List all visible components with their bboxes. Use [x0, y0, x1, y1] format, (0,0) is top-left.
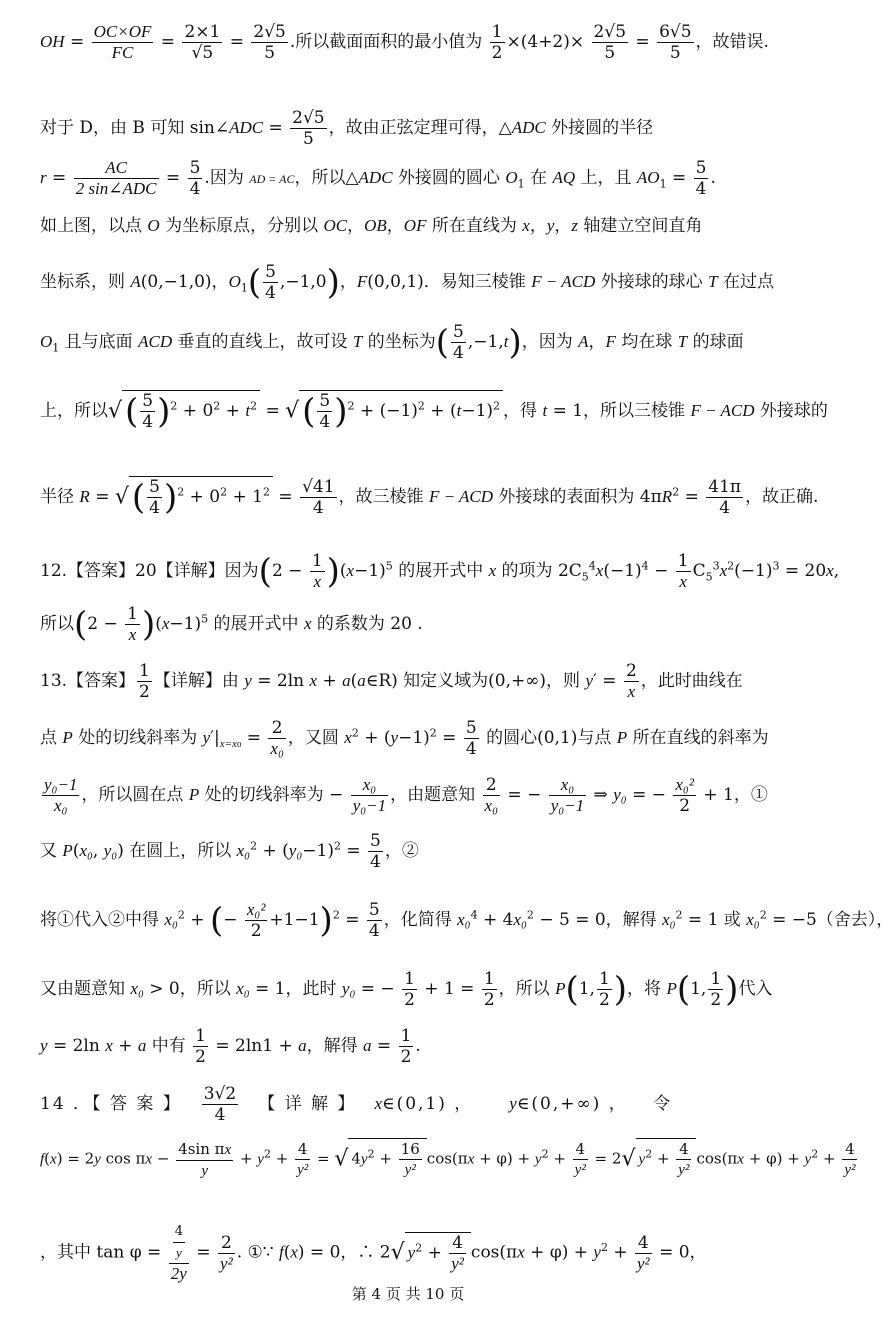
page-footer: 第 4 页 共 10 页: [351, 1285, 465, 1303]
text-line: 13.【答案】 $\frac{1}{2}$ 【详解】由 y = 2ln x + a(a∈R) 知定义域为(0,+∞)，则 y′ = $\frac{2}{x}$ ，此时曲线在: [40, 661, 743, 702]
text-line: 12.【答案】20【详解】因为(2 − $\frac{1}{x}$ )$(x-1)^5$ 的展开式中 x 的项为 $2C_5^4x(-1)^4$ − $\frac{1}{x}$ $C_5^3x^2(-1)^3 = 20x$,: [40, 551, 840, 592]
text-line: f(x) = 2y cos πx − $\frac{\text{4sin πx}}{y}$ + $y^2$ + $\frac{4}{\text{y²}}$ = √ $4y^2$ + $\frac{16}{\text{y²}}$ $\cos(\pi x + \varphi) + y^2$ + $\frac{4}{\text{y²}}$ = 2√ $y^2$ + $\frac{4}{\text{y²}}$ $\cos(\pi x + \varphi) + y^2$ + $\frac{4}{\text{y²}}$: [40, 1139, 856, 1179]
text-line: 上，所以√( $\frac{5}{4}$ )$^2 + 0^2 + t^2$ = √( $\frac{5}{4}$ )$^2 + (-1)^2 + (t-1)^2$ ，得 t = 1，所以三棱锥 F − ACD 外接球的: [40, 391, 828, 432]
text-line: 坐标系，则 A(0,−1,0)，$O_1$( $\frac{5}{4}$ ,−1,0)，F(0,0,1)．易知三棱锥 F − ACD 外接球的球心 T 在过点: [40, 262, 774, 303]
text-line: 对于 D，由 B 可知 sin∠ADC = $\frac{2√5}{5}$ ，故由正弦定理可得，△ADC 外接圆的半径: [40, 108, 654, 149]
text-line: $O_1$ 且与底面 ACD 垂直的直线上，故可设 T 的坐标为( $\frac{5}{4}$ ,−1,t)，因为 A，F 均在球 T 的球面: [40, 322, 744, 363]
text-line: OH = $\frac{OC\times OF}{FC}$ = $\frac{2\times 1}{√5}$ = $\frac{2√5}{5}$ .所以截面面积的最小值为 $\frac{1}{2}$ ×(4+2)× $\frac{2√5}{5}$ = $\frac{6√5}{5}$ ，故错误.: [40, 22, 769, 63]
text-line: y = 2ln x + a 中有 $\frac{1}{2}$ = 2ln1 + a，解得 a = $\frac{1}{2}$ .: [40, 1026, 421, 1067]
text-line: 将①代入②中得 x₀$^2$ + (− $\frac{\text{x₀²}}{2}$ +1−1)$^2$ = $\frac{5}{4}$ ，化简得 x₀$^4$ + 4x₀$^2$ − 5 = 0，解得 x₀$^2$ = 1 或 x₀$^2$ = −5（舍去），: [40, 900, 893, 941]
text-line: 半径 R = √( $\frac{5}{4}$ )$^2 + 0^2 + 1^2$ = $\frac{√41}{4}$ ，故三棱锥 F − ACD 外接球的表面积为 $4\pi R^2$ = $\frac{41\pi}{4}$ ，故正确.: [40, 477, 819, 518]
text-line: r = $\frac{AC}{\text{2 sin∠ADC}}$ = $\frac{5}{4}$ .因为 AD = AC，所以△ADC 外接圆的圆心 $O_1$ 在 AQ 上，且 $AO_1$ = $\frac{5}{4}$ .: [40, 158, 716, 199]
text-line: 14 ．【 答 案 】 $\frac{3√2}{4}$ 【 详 解 】 x∈(0,1) ， y∈(0,+∞) ， 令: [40, 1084, 673, 1125]
text-line: $\frac{\text{y₀−1}}{\text{x₀}}$ ，所以圆在点 P 处的切线斜率为 − $\frac{\text{x₀}}{\text{y₀−1}}$ ，由题意知 $\frac{2}{\text{x₀}}$ = − $\frac{\text{x₀}}{\text{y₀−1}}$ ⇒ y₀ = − $\frac{\text{x₀²}}{2}$ + 1，①: [44, 775, 768, 816]
text-line: 点 P 处的切线斜率为 $y'|_{x=x_0}$ = $\frac{2}{\text{x₀}}$ ，又圆 $x^2 + (y-1)^2$ = $\frac{5}{4}$ 的圆心(0,1)与点 P 所在直线的斜率为: [40, 718, 769, 759]
text-line: ，其中 tan φ = $\frac{\frac{4}{y}}{2y}$ = $\frac{2}{\text{y²}}$ . ①∵ f(x) = 0，∴ 2√ $y^2$ + $\frac{4}{\text{y²}}$ $\cos(\pi x + \varphi) + y^2$ + $\frac{4}{\text{y²}}$ = 0，: [40, 1224, 707, 1283]
text-line: 又由题意知 x₀ > 0，所以 x₀ = 1，此时 y₀ = − $\frac{1}{2}$ + 1 = $\frac{1}{2}$ ，所以 P(1, $\frac{1}{2}$ )，将 P(1, $\frac{1}{2}$ )代入: [40, 969, 773, 1010]
text-line: 又 P(x₀, y₀) 在圆上，所以 $x_0^2 + (y_0-1)^2$ = $\frac{5}{4}$ ，②: [40, 831, 419, 872]
text-line: 如上图，以点 O 为坐标原点，分别以 OC，OB，OF 所在直线为 x，y，z 轴建立空间直角: [40, 216, 703, 236]
text-line: 所以(2 − $\frac{1}{x}$ )$(x-1)^5$ 的展开式中 x 的系数为 20 .: [40, 604, 423, 645]
